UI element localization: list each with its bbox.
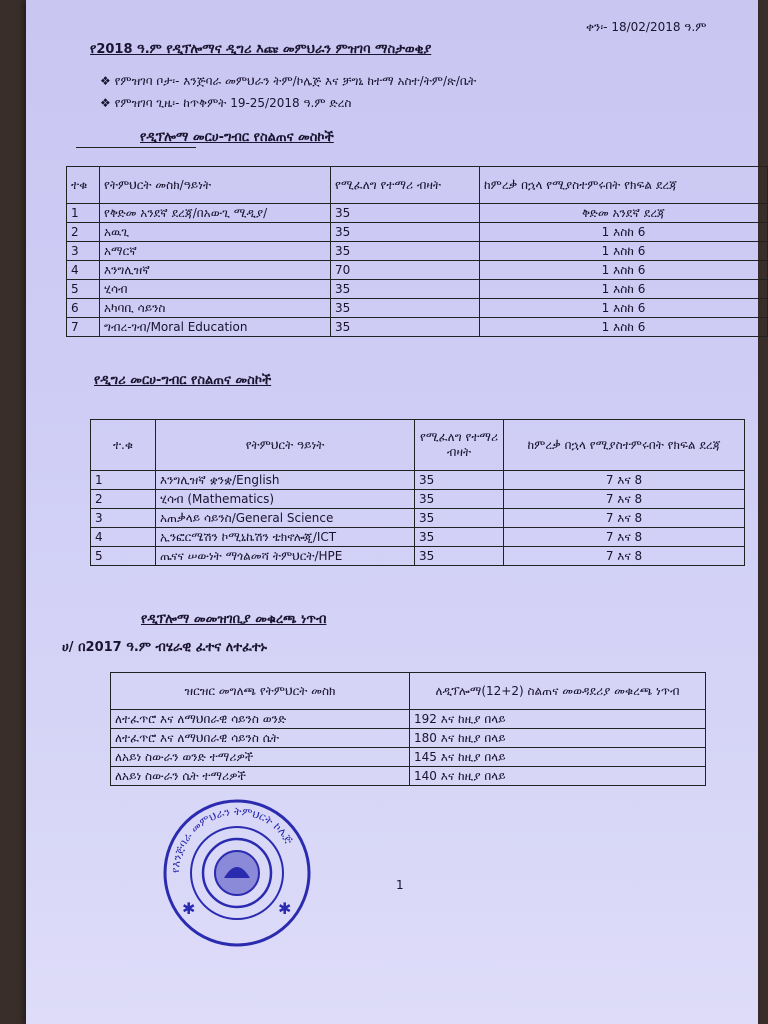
seal-lettering: የእንጅባራ መምህራን ትምህርት ኮሌጅ [168, 804, 297, 874]
table-cell-desc: ለአይነ ስውራን ሴት ተማሪዎች [111, 767, 410, 786]
diploma-table [66, 166, 768, 337]
table-cell-field: ጤናና ሠውነት ማጎልመሻ ትምህርት/HPE [156, 547, 415, 566]
table-cell-grade: 7 እና 8 [504, 547, 745, 566]
table-cell-field: አማርኛ [100, 242, 331, 261]
table-row [91, 490, 745, 509]
table-cell-desc: ለተፈጥሮ እና ለማህበራዊ ሳይንስ ወንድ [111, 710, 410, 729]
table-cell-no: 1 [91, 471, 156, 490]
col-header: የትምህርት መስክ/ዓይነት [100, 167, 331, 204]
page-number: 1 [396, 878, 404, 892]
document-page [26, 0, 758, 1024]
table-cell-count: 35 [415, 528, 504, 547]
document-date: ቀን፡- 18/02/2018 ዓ.ም [586, 20, 707, 34]
table-cell-field: አካባቢ ሳይንስ [100, 299, 331, 318]
cutoff-table [110, 672, 706, 786]
table-cell-desc: ለአይነ ስውራን ወንድ ተማሪዎች [111, 748, 410, 767]
table-cell-field: ሂሳብ [100, 280, 331, 299]
table-cell-field: ሂሳብ (Mathematics) [156, 490, 415, 509]
col-header: ከምረቃ በኋላ የሚያስተምሩበት የክፍል ደረጃ [480, 167, 768, 204]
table-cell-grade: 1 እስከ 6 [480, 261, 768, 280]
table-row [91, 471, 745, 490]
degree-heading: የዲግሪ መርሀ-ግብር የስልጠና መስኮች [94, 373, 272, 388]
table-row [67, 204, 768, 223]
table-cell-grade: 1 እስከ 6 [480, 318, 768, 337]
table-cell-count: 35 [331, 204, 480, 223]
table-row [111, 767, 706, 786]
col-header: የትምህርት ዓይነት [156, 420, 415, 471]
table-cell-no: 5 [67, 280, 100, 299]
table-cell-field: የቅድመ አንደኛ ደረጃ/በአውጊ ሚዲያ/ [100, 204, 331, 223]
table-row [111, 729, 706, 748]
table-cell-field: ግብረ-ገብ/Moral Education [100, 318, 331, 337]
table-cell-grade: 1 እስከ 6 [480, 280, 768, 299]
table-row [67, 223, 768, 242]
table-cell-no: 4 [67, 261, 100, 280]
table-cell-grade: 7 እና 8 [504, 528, 745, 547]
table-cell-grade: 1 እስከ 6 [480, 299, 768, 318]
divider [76, 147, 196, 148]
table-cell-grade: 7 እና 8 [504, 509, 745, 528]
table-row [111, 710, 706, 729]
table-row [67, 280, 768, 299]
table-row [91, 528, 745, 547]
registration-place: ❖ የምዝገባ ቦታ፡- እንጅባራ መምህራን ትም/ኮሌጅ እና ቻግኒ ከተማ አስተ/ትም/ጽ/ቤት [100, 74, 477, 88]
col-header: ከምረቃ በኋላ የሚያስተምሩበት የክፍል ደረጃ [504, 420, 745, 471]
table-cell-count: 70 [331, 261, 480, 280]
registration-period: ❖ የምዝገባ ጊዜ፡- ከጥቅምት 19-25/2018 ዓ.ም ድረስ [100, 96, 352, 110]
diploma-heading: የዲፕሎማ መርሀ-ግብር የስልጠና መስኮች [140, 130, 334, 145]
table-cell-count: 35 [415, 490, 504, 509]
table-cell-count: 35 [331, 318, 480, 337]
table-cell-count: 35 [415, 547, 504, 566]
table-row [67, 261, 768, 280]
cutoff-subheading: ሀ/ በ2017 ዓ.ም ብሄራዊ ፈተና ለተፈተኑ [62, 640, 267, 655]
table-cell-count: 35 [331, 223, 480, 242]
table-cell-count: 35 [415, 471, 504, 490]
table-cell-no: 2 [91, 490, 156, 509]
table-cell-desc: ለተፈጥሮ እና ለማህበራዊ ሳይንስ ሴት [111, 729, 410, 748]
col-header: ተ.ቁ [91, 420, 156, 471]
svg-text:✱: ✱ [182, 899, 196, 918]
table-cell-no: 5 [91, 547, 156, 566]
col-header: የሚፈለግ የተማሪ ብዛት [415, 420, 504, 471]
table-cell-field: አዉጊ [100, 223, 331, 242]
table-cell-field: ኢንፎርሜሽን ኮሚኒኬሽን ቴክኖሎጂ/ICT [156, 528, 415, 547]
table-cell-field: እንግሊዝኛ [100, 261, 331, 280]
table-cell-no: 2 [67, 223, 100, 242]
table-row [67, 299, 768, 318]
table-cell-no: 6 [67, 299, 100, 318]
table-cell-grade: 1 እስከ 6 [480, 242, 768, 261]
table-row [111, 748, 706, 767]
table-cell-field: እንግሊዝኛ ቋንቋ/English [156, 471, 415, 490]
table-row [67, 242, 768, 261]
table-cell-count: 35 [331, 299, 480, 318]
table-row [67, 318, 768, 337]
college-seal-stamp [160, 796, 314, 950]
table-cell-field: አጠቃላይ ሳይንስ/General Science [156, 509, 415, 528]
degree-table [90, 419, 745, 566]
table-cell-count: 35 [331, 242, 480, 261]
table-cell-no: 1 [67, 204, 100, 223]
table-row [91, 547, 745, 566]
col-header: ተቁ [67, 167, 100, 204]
table-row [91, 509, 745, 528]
table-cell-score: 180 እና ከዚያ በላይ [410, 729, 706, 748]
col-header: የሚፈለግ የተማሪ ብዛት [331, 167, 480, 204]
table-cell-no: 3 [91, 509, 156, 528]
cutoff-heading: የዲፕሎማ መመዝገቢያ መቁረጫ ነጥብ [141, 612, 327, 627]
table-cell-no: 3 [67, 242, 100, 261]
table-cell-count: 35 [331, 280, 480, 299]
table-cell-score: 145 እና ከዚያ በላይ [410, 748, 706, 767]
table-cell-no: 4 [91, 528, 156, 547]
table-cell-grade: 7 እና 8 [504, 490, 745, 509]
table-cell-grade: ቅድመ አንደኛ ደረጃ [480, 204, 768, 223]
col-header: ለዲፕሎማ(12+2) ስልጠና መወዳደሪያ መቁረጫ ነጥብ [410, 673, 706, 710]
svg-text:✱: ✱ [278, 899, 292, 918]
table-cell-count: 35 [415, 509, 504, 528]
table-cell-score: 192 እና ከዚያ በላይ [410, 710, 706, 729]
table-cell-grade: 7 እና 8 [504, 471, 745, 490]
table-cell-score: 140 እና ከዚያ በላይ [410, 767, 706, 786]
table-cell-grade: 1 እስከ 6 [480, 223, 768, 242]
document-title: የ2018 ዓ.ም የዲፕሎማና ዲግሪ እጩ መምህራን ምዝገባ ማስታወቂያ [90, 42, 432, 57]
table-cell-no: 7 [67, 318, 100, 337]
col-header: ዝርዝር መግለጫ የትምህርት መስክ [111, 673, 410, 710]
